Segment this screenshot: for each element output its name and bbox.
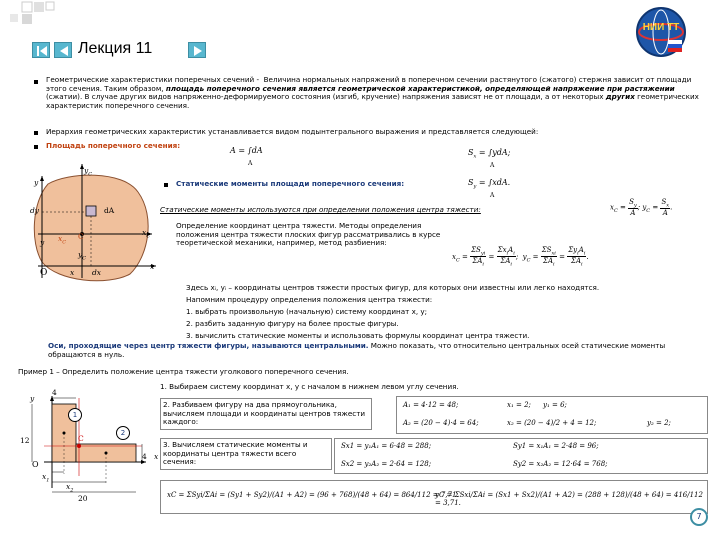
example-origin-label: O: [32, 460, 39, 469]
centroid-paragraph: Определение координат центра тяжести. Методы определения положения центра тяжести плоских фигур рассматривались в курсе теоретической механики, например, метод разбиения:: [176, 221, 441, 248]
dim-right: 4: [142, 452, 147, 461]
hierarchy-text: Иерархия геометрических характеристик устанавливается видом подынтегрального выражения и представляется следующей:: [46, 127, 539, 136]
origin-label: O: [40, 268, 48, 278]
x1-label: $x_1$: [42, 472, 50, 484]
arrow-left-icon: [55, 43, 73, 59]
formula-a2: A₂ = (20 − 4)·4 = 64;: [403, 419, 479, 427]
formula-a1: A₁ = 4·12 = 48;: [403, 401, 459, 409]
page-title: Лекция 11: [78, 40, 153, 57]
axis-yc-label: $y_C$: [84, 166, 93, 178]
formula-sy2: Sy2 = x₂A₂ = 12·64 = 768;: [513, 460, 608, 468]
central-axes-highlight: Оси, проходящие через центр тяжести фигуры, называются центральными.: [48, 341, 369, 350]
centroid-result-box: [160, 480, 708, 514]
nav-first-button[interactable]: [32, 42, 50, 58]
example-title: Пример 1 – Определить положение центра тяжести уголкового поперечного сечения.: [18, 367, 349, 376]
integral-limit: A: [490, 192, 495, 199]
formula-xc: xC = ΣSyi/ΣAi = (Sy1 + Sy2)/(A1 + A2) = (96 + 768)/(48 + 64) = 864/112 = 7,71.: [167, 491, 459, 499]
formula-x2: x₂ = (20 − 4)/2 + 4 = 12;: [507, 419, 597, 427]
dim-left: 12: [20, 436, 30, 445]
nav-next-button[interactable]: [188, 42, 206, 58]
x2-label: $x_2$: [66, 482, 74, 494]
example-y-axis-label: y: [30, 394, 35, 403]
central-axes-paragraph: [48, 342, 708, 359]
dx-label: dx: [92, 268, 102, 277]
bullet-marker: [34, 131, 38, 135]
integral-limit: A: [248, 160, 253, 167]
axis-y-label: y: [34, 178, 39, 187]
intro-paragraph: Геометрические характеристики поперечных сечений - Величина нормальных напряжений в поперечном сечении растянутого (сжатого) стержня зависит от площади этого сечения. Таким образом, площадь поперечного сечения является геометрической характеристикой, определяющей напряжение при растяжении (сжатии). В случае других видов напряженно-деформируемого состояния (изгиб, кручение) напряжения зависят не от площади, а от некоторых других геометрических характеристик поперечного сечения.: [46, 75, 699, 110]
area-formula: A = ∫dA: [230, 146, 263, 155]
part-1-marker: 1: [68, 408, 82, 422]
xc-label: $x_C$: [58, 234, 67, 246]
static-moments-label: Статические моменты площади поперечного сечения:: [176, 179, 405, 188]
dim-bottom: 20: [78, 494, 88, 503]
logo: НИИ ТТ: [632, 6, 690, 58]
nav-prev-button[interactable]: [54, 42, 72, 58]
axis-xc-label: $x_C$: [142, 228, 151, 240]
formula-yc: yC = ΣSxi/ΣAi = (Sx1 + Sx2)/(A1 + A2) = (288 + 128)/(48 + 64) = 416/112 = 3,71.: [435, 491, 703, 507]
areas-formula-box: [396, 396, 708, 434]
angle-section-figure: [14, 384, 164, 496]
formula-x1: x₁ = 2;: [507, 401, 531, 409]
bullet-marker: [164, 183, 168, 187]
page-number-badge: 7: [690, 508, 708, 526]
formula-sy1: Sy1 = x₁A₁ = 2·48 = 96;: [513, 442, 599, 450]
dim-top: 4: [52, 388, 57, 397]
example-step-2: 2. Разбиваем фигуру на два прямоугольника, вычисляем площади и координаты центров тяжести каждого:: [160, 398, 372, 430]
y-coordinate-label: y: [40, 238, 45, 247]
example-step-3: 3. Вычисляем статические моменты и координаты центра тяжести всего сечения:: [160, 438, 332, 470]
note-procedure: Напомним процедуру определения положения центра тяжести:: [186, 295, 433, 304]
centroid-formula: $x_C$ = $\frac{S_y}{A}$ ; $y_C$ = $\frac{S_x}{A}$ .: [610, 198, 673, 218]
partition-formula: $x_C$ = $\frac{\Sigma S_{yi}}{\Sigma A_i}$ = $\frac{\Sigma x_iA_i}{\Sigma A_i}$ ; $y_C$ = $\frac{\Sigma S_{xi}}{\Sigma A_i}$ = $\frac{\Sigma y_iA_i}{\Sigma A_i}$ .: [452, 246, 589, 268]
formula-sx2: Sx2 = y₂A₂ = 2·64 = 128;: [341, 460, 432, 468]
formula-sx1: Sx1 = y₁A₁ = 6·48 = 288;: [341, 442, 432, 450]
formula-y2: y₂ = 2;: [647, 419, 671, 427]
x-coordinate-label: x: [70, 268, 75, 277]
central-axes-rest: Можно показать, что относительно центральных осей статические моменты обращаются в нуль.: [48, 341, 666, 359]
axis-x-label: x: [150, 262, 155, 271]
note-step-2: 2. разбить заданную фигуру на более простые фигуры.: [186, 319, 399, 328]
integral-limit: A: [490, 162, 495, 169]
example-centroid-label: C: [78, 434, 84, 443]
example-step-1: 1. Выбираем систему координат x, y с началом в нижнем левом углу сечения.: [160, 382, 459, 391]
sx-formula: $S_x = \int ydA$;: [468, 148, 511, 160]
area-label: Площадь поперечного сечения:: [46, 141, 181, 150]
example-x-axis-label: x: [154, 452, 159, 461]
yc-label: $y_C$: [78, 250, 87, 262]
note-step-3: 3. вычислить статические моменты и использовать формулы координат центра тяжести.: [186, 331, 530, 340]
da-label: dA: [104, 206, 115, 215]
decorative-squares: [0, 0, 60, 30]
part-2-marker: 2: [116, 426, 130, 440]
static-moments-usage: Статические моменты используются при определении положения центра тяжести:: [160, 205, 481, 214]
bullet-marker: [34, 145, 38, 149]
skip-back-icon: [33, 43, 51, 59]
bullet-marker: [34, 80, 38, 84]
centroid-c-label: C: [78, 232, 84, 241]
note-step-1: 1. выбрать произвольную (начальную) систему координат x, y;: [186, 307, 428, 316]
arrow-right-icon: [189, 43, 207, 59]
dy-label: dy: [30, 206, 40, 215]
formula-y1: y₁ = 6;: [543, 401, 567, 409]
moments-formula-box: [334, 438, 708, 474]
sy-formula: $S_y = \int xdA$.: [468, 178, 511, 190]
note-coordinates: Здесь xᵢ, yᵢ – координаты центров тяжести простых фигур, для которых они известны или легко находятся.: [186, 283, 600, 292]
